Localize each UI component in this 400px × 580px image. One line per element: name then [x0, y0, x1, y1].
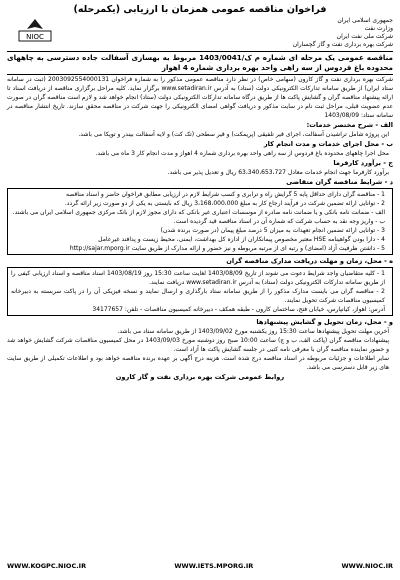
section-heading: ه - محل، زمان و مهلت دریافت مدارک مناقصه گران [226, 257, 393, 265]
footer-link[interactable]: WWW.NIOC.IR [341, 562, 393, 570]
section-text: این پروژه شامل تراشیدن آسفالت، اجرای قیر تلفیقی (پریمکت) و قیر سطحی (تک کت) و لایه آسفالت بیندر و توپکا می باشد. [78, 131, 389, 138]
section-text: برآورد کارفرما جهت انجام خدمات معادل 63،340،653،727 ریال و تعدیل پذیر می باشد. [167, 169, 389, 176]
company-line: شرکت ملی نفت ایران [336, 33, 393, 40]
closing-signature: روابط عمومی شرکت بهره برداری نفت و گاز کارون [115, 373, 285, 381]
list-item: 3 - توانایی ارائه تضمین انجام تعهدات به میزان 5 درصد مبلغ پیمان (در صورت برنده شدن) [160, 227, 385, 234]
header [7, 17, 393, 49]
list-item: الف - ضمانت نامه بانکی و یا ضمانت نامه صادره از موسسات اعتباری غیر بانکی که دارای مجوز لازم از بانک مرکزی جمهوری اسلامی ایران می باشند. [12, 209, 385, 216]
list-item: آدرس: اهواز، کیانپارس، خیابان فتح، ساختمان کارون - طبقه همکف - دبیرخانه کمیسیون مناقصات - تلفن: 34177657 [92, 306, 385, 313]
list-item: 1 - مناقصه گران دارای حداقل پایه 5 گرایش راه و ترابری و کسب شرایط لازم در ارزیابی مطابق فراخوان حاضر و اسناد مناقصه [65, 191, 385, 198]
section-heading: الف - شرح مختصر خدمات: [306, 121, 393, 129]
documents-box [7, 267, 393, 316]
section-heading: ب - محل اجرای خدمات و مدت انجام کار [263, 140, 393, 148]
company-line: جمهوری اسلامی ایران [337, 17, 393, 24]
section-heading: ج - برآورد کارفرما [333, 159, 393, 167]
list-item: 1 - کلیه متقاضیان واجد شرایط دعوت می شوند از تاریخ 1403/08/09 لغایت ساعت 15:30 روز 1403/08/19 اسناد مناقصه و اسناد ارزیابی کیفی را از طریق سامانه تدارکات الکترونیکی دولت (ستاد) به آدرس www.setadiran.ir دریافت نمایند. [11, 270, 385, 286]
nioc-logo-icon [9, 17, 61, 47]
list-item: 2 - توانایی ارائه تضمین شرکت در فرآیند ارجاع کار به مبلغ 3،168،000،000 ریال که بایستی به یکی از دو صورت زیر ارائه گردد. [64, 200, 385, 207]
list-item: پیشنهادات مناقصه گران (پاکت الف، ب و ج) ساعت 10:00 صبح روز دوشنبه مورخ 1403/09/03 در محل کمیسیون مناقصات شرکت گشایش خواهد شد و حضور نماینده مناقصه گران با معرفی نامه کتبی در جلسه گشایش پاکت ها آزاد است. [7, 337, 389, 353]
list-item: 5 - داشتن ظرفیت آزاد (امضای) و رتبه ای از مرتبه مربوطه و نیز حضور و ارائه مدارک از طریق سایت http://sajar.mporg.ir [69, 245, 385, 252]
tender-subject: مناقصه عمومی یک مرحله ای شماره م ک/1403/0041 مربوط به بهسازی آسفالت جاده دسترسی به چاههای محدوده باغ فردوس از سه راهی واحد بهره برداری شماره 4 اهواز [7, 51, 393, 75]
footer-links [7, 562, 393, 570]
footer-link[interactable]: WWW.IETS.MPORG.IR [174, 562, 254, 570]
section-text: محل اجرا چاههای محدوده باغ فردوس از سه راهی واحد بهره برداری شماره 4 اهواز و مدت انجام کار 3 ماه می باشد. [95, 150, 389, 157]
section-heading: و - محل، زمان تحویل و گشایش پیشنهادها [256, 318, 393, 326]
footer-link[interactable]: WWW.KOGPC.NIOC.IR [7, 562, 87, 570]
list-item: ب - واریز وجه نقد به حساب شرکت که شماره آن در اسناد مناقصه قید گردیده است. [173, 218, 385, 225]
company-line: وزارت نفت [364, 25, 393, 32]
list-item: سایر اطلاعات و جزئیات مربوطه در اسناد مناقصه درج شده است. هزینه درج آگهی بر عهده برنده مناقصه خواهد بود و اطلاعات تکمیلی از طریق سایت های زیر قابل دسترسی می باشد. [7, 355, 389, 371]
list-item: 2 - مناقصه گران می بایست مدارک مذکور را از طریق سامانه ستاد بارگذاری و ارسال نمایند و نسخه فیزیکی آن را در پاکت سربسته به دبیرخانه کمیسیون مناقصات شرکت تحویل نمایند. [11, 288, 385, 304]
list-item: 4 - دارا بودن گواهینامه HSE معتبر مخصوص پیمانکاران از اداره کل بهداشت، ایمنی، محیط زیست و پدافند غیرعامل [98, 236, 385, 243]
company-block [293, 17, 393, 49]
section-heading: د - شرایط مناقصه گران متقاضی [286, 178, 393, 186]
company-line: شرکت بهره برداری نفت و گاز گچساران [292, 41, 393, 48]
intro-paragraph: شرکت بهره برداری نفت و گاز کارون (سهامی خاص) در نظر دارد مناقصه عمومی مذکور را به شماره فراخوان 2003092554000131 (ثبت در سامانه ستاد ایران) از طریق سامانه تدارکات الکترونیکی دولت (ستاد) به آدرس www.setadiran.ir برگزار نماید. کلیه مراحل برگزاری مناقصه از دریافت اسناد تا ارائه پیشنهاد مناقصه گران و گشایش پاکت ها از طریق درگاه سامانه تدارکات الکترونیکی دولت (ستاد) انجام خواهد شد و لازم است مناقصه گران در صورت عدم عضویت قبلی، مراحل ثبت نام در سایت مذکور و دریافت گواهی امضای الکترونیکی را جهت شرکت در مناقصه محقق سازند. تاریخ انتشار مناقصه در سامانه ستاد: 1403/08/09 [7, 76, 393, 119]
logo-text: NIOC [26, 33, 44, 41]
tender-notice [7, 4, 393, 572]
page-title: فراخوان مناقصه عمومی همزمان با ارزیابی (یکمرحله) [73, 4, 327, 15]
list-item: آخرین مهلت تحویل پیشنهادها ساعت 15:30 روز یکشنبه مورخ 1403/09/02 از طریق سامانه ستاد می باشد. [117, 328, 389, 335]
requirements-box [7, 188, 393, 255]
